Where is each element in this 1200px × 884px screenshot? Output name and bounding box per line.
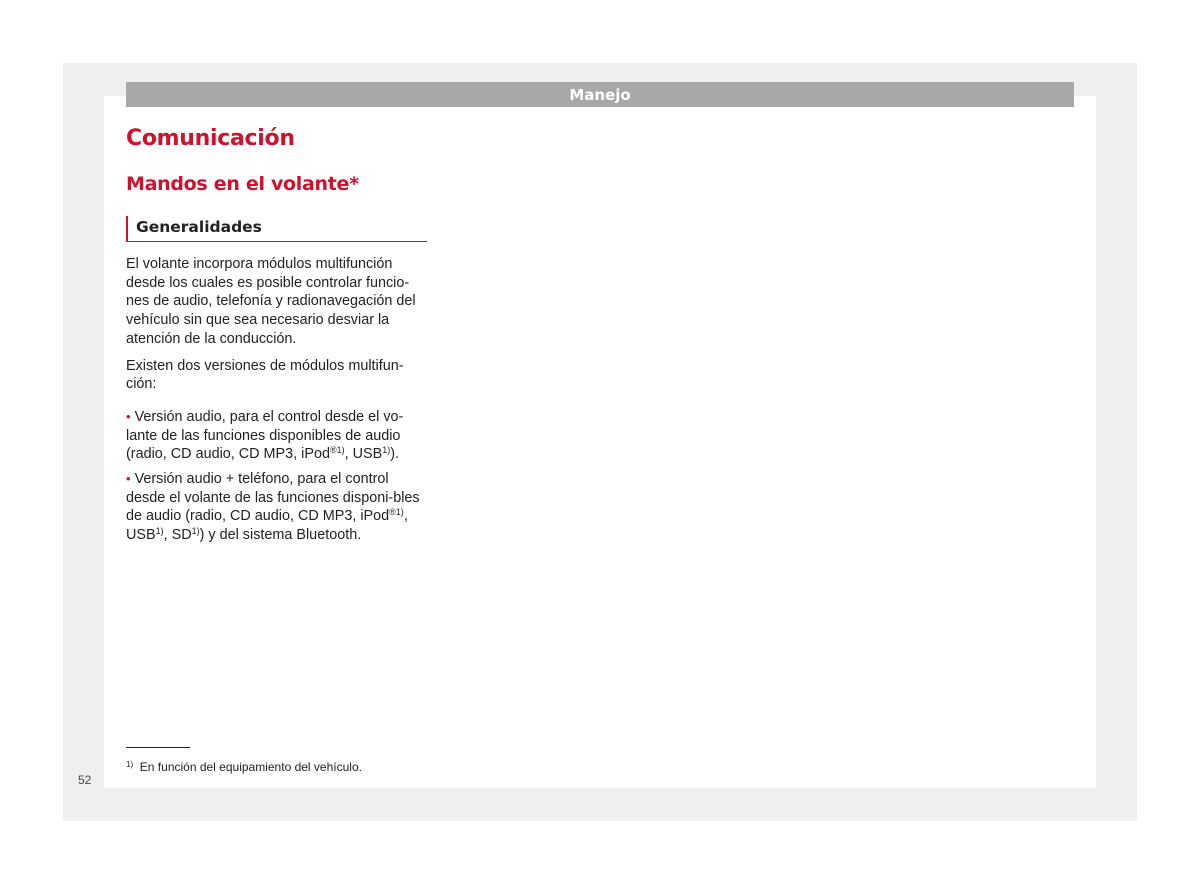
paragraph-versions: Existen dos versiones de módulos multifun-ción:: [126, 357, 404, 393]
page-subtitle: Mandos en el volante*: [126, 173, 359, 195]
footnote-marker: 1): [126, 760, 134, 769]
superscript: 1): [191, 526, 200, 537]
bullet-icon: •: [126, 471, 131, 487]
section-header-label: Manejo: [569, 85, 631, 104]
section-heading: Generalidades: [136, 218, 262, 236]
body-text: [126, 255, 428, 551]
list-item-text: , SD: [163, 527, 192, 544]
list-item: [126, 408, 428, 464]
list-item-text: Versión audio, para el control desde el vo-lante de las funciones disponibles de audio (radio, CD audio, CD MP3, iPod: [126, 408, 404, 463]
footnote-text: En función del equipamiento del vehículo.: [139, 760, 362, 774]
section-heading-box: [126, 216, 427, 242]
footnote: [126, 760, 362, 774]
list-item-text: , USB: [126, 508, 408, 544]
list-item-text: Versión audio + teléfono, para el control desde el volante de las funciones disponi-bles de audio (radio, CD audio, CD MP3, iPod: [126, 471, 420, 525]
page-title: Comunicación: [126, 126, 295, 151]
page-number: 52: [78, 773, 92, 787]
section-header-bar: [126, 82, 1074, 107]
superscript: 1): [382, 445, 391, 456]
paragraph-intro: El volante incorpora módulos multifunción desde los cuales es posible controlar funcio-nes de audio, telefonía y radionavegación del vehículo sin que sea necesario desviar la atención de la conducción.: [126, 256, 416, 347]
list-item-text: , USB: [344, 446, 383, 463]
footnote-divider: [126, 747, 190, 748]
list-item-text: ) y del sistema Bluetooth.: [199, 527, 362, 544]
bullet-icon: •: [126, 408, 131, 424]
superscript: ®1): [329, 445, 345, 456]
superscript: 1): [155, 526, 164, 537]
superscript: ®1): [389, 507, 404, 518]
list-item-text: ).: [390, 446, 399, 463]
list-item: [126, 470, 428, 545]
